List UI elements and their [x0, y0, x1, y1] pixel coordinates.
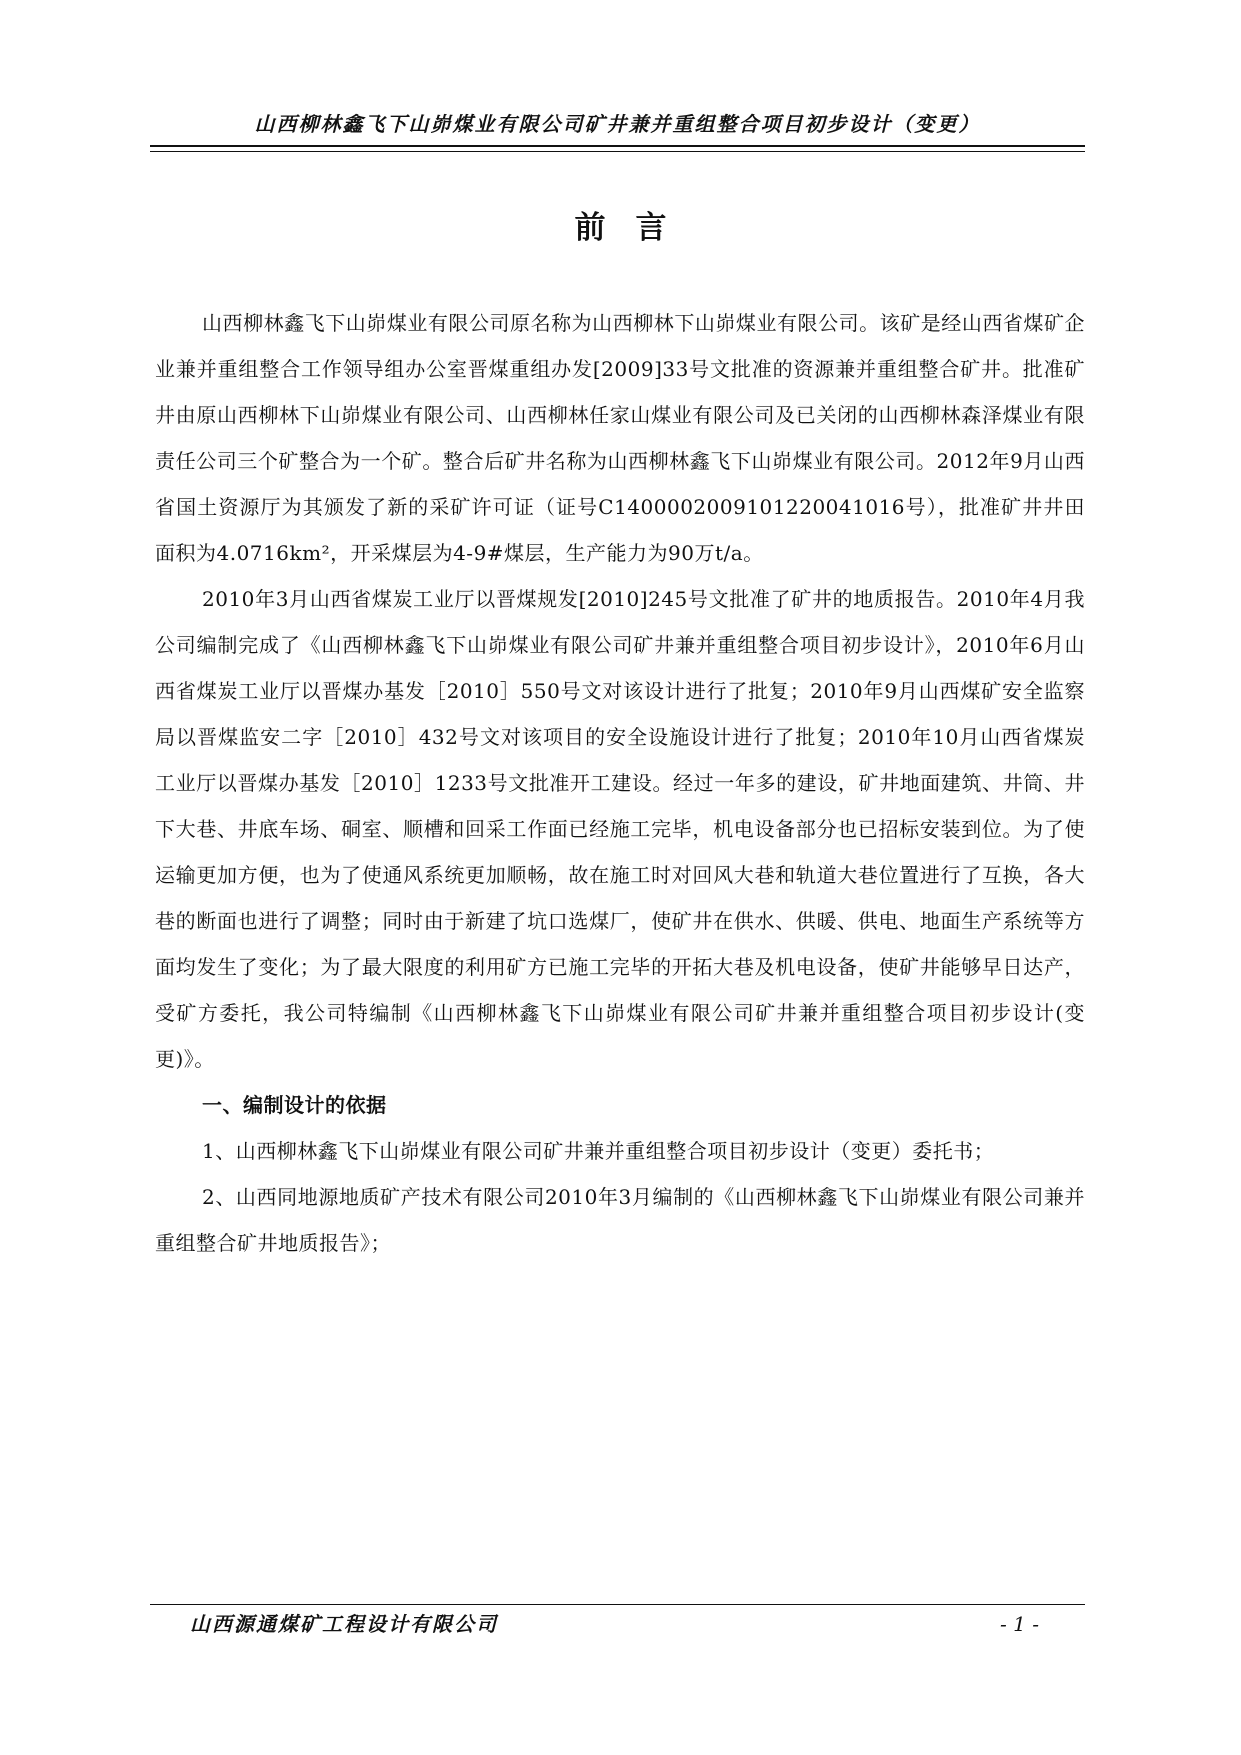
basis-item-2: 2、山西同地源地质矿产技术有限公司2010年3月编制的《山西柳林鑫飞下山峁煤业有限公司兼并重组整合矿井地质报告》； [155, 1185, 1085, 1255]
running-header: 山西柳林鑫飞下山峁煤业有限公司矿井兼并重组整合项目初步设计（变更） [254, 112, 981, 136]
document-body [155, 300, 1085, 1266]
page-number: - 1 - [1000, 1612, 1039, 1636]
header-divider [150, 145, 1085, 152]
basis-item-1: 1、山西柳林鑫飞下山峁煤业有限公司矿井兼并重组整合项目初步设计（变更）委托书； [202, 1139, 995, 1163]
footer-divider [150, 1604, 1085, 1605]
section-heading-basis: 一、编制设计的依据 [202, 1093, 387, 1117]
paragraph-intro: 山西柳林鑫飞下山峁煤业有限公司原名称为山西柳林下山峁煤业有限公司。该矿是经山西省煤矿企业兼并重组整合工作领导组办公室晋煤重组办发[2009]33号文批准的资源兼并重组整合矿井。批准矿井由原山西柳林下山峁煤业有限公司、山西柳林任家山煤业有限公司及已关闭的山西柳林森泽煤业有限责任公司三个矿整合为一个矿。整合后矿井名称为山西柳林鑫飞下山峁煤业有限公司。2012年9月山西省国土资源厅为其颁发了新的采矿许可证（证号C1400002009101220041016号），批准矿井井田面积为4.0716km²，开采煤层为4-9#煤层，生产能力为90万t/a。 [155, 311, 1085, 565]
paragraph-history: 2010年3月山西省煤炭工业厅以晋煤规发[2010]245号文批准了矿井的地质报告。2010年4月我公司编制完成了《山西柳林鑫飞下山峁煤业有限公司矿井兼并重组整合项目初步设计》，2010年6月山西省煤炭工业厅以晋煤办基发［2010］550号文对该设计进行了批复；2010年9月山西煤矿安全监察局以晋煤监安二字［2010］432号文对该项目的安全设施设计进行了批复；2010年10月山西省煤炭工业厅以晋煤办基发［2010］1233号文批准开工建设。经过一年多的建设，矿井地面建筑、井筒、井下大巷、井底车场、硐室、顺槽和回采工作面已经施工完毕，机电设备部分也已招标安装到位。为了使运输更加方便，也为了使通风系统更加顺畅，故在施工时对回风大巷和轨道大巷位置进行了互换，各大巷的断面也进行了调整；同时由于新建了坑口选煤厂，使矿井在供水、供暖、供电、地面生产系统等方面均发生了变化；为了最大限度的利用矿方已施工完毕的开拓大巷及机电设备，使矿井能够早日达产，受矿方委托，我公司特编制《山西柳林鑫飞下山峁煤业有限公司矿井兼并重组整合项目初步设计(变更)》。 [155, 587, 1085, 1071]
document-heading: 前言 [574, 210, 697, 246]
footer-company: 山西源通煤矿工程设计有限公司 [190, 1612, 498, 1636]
